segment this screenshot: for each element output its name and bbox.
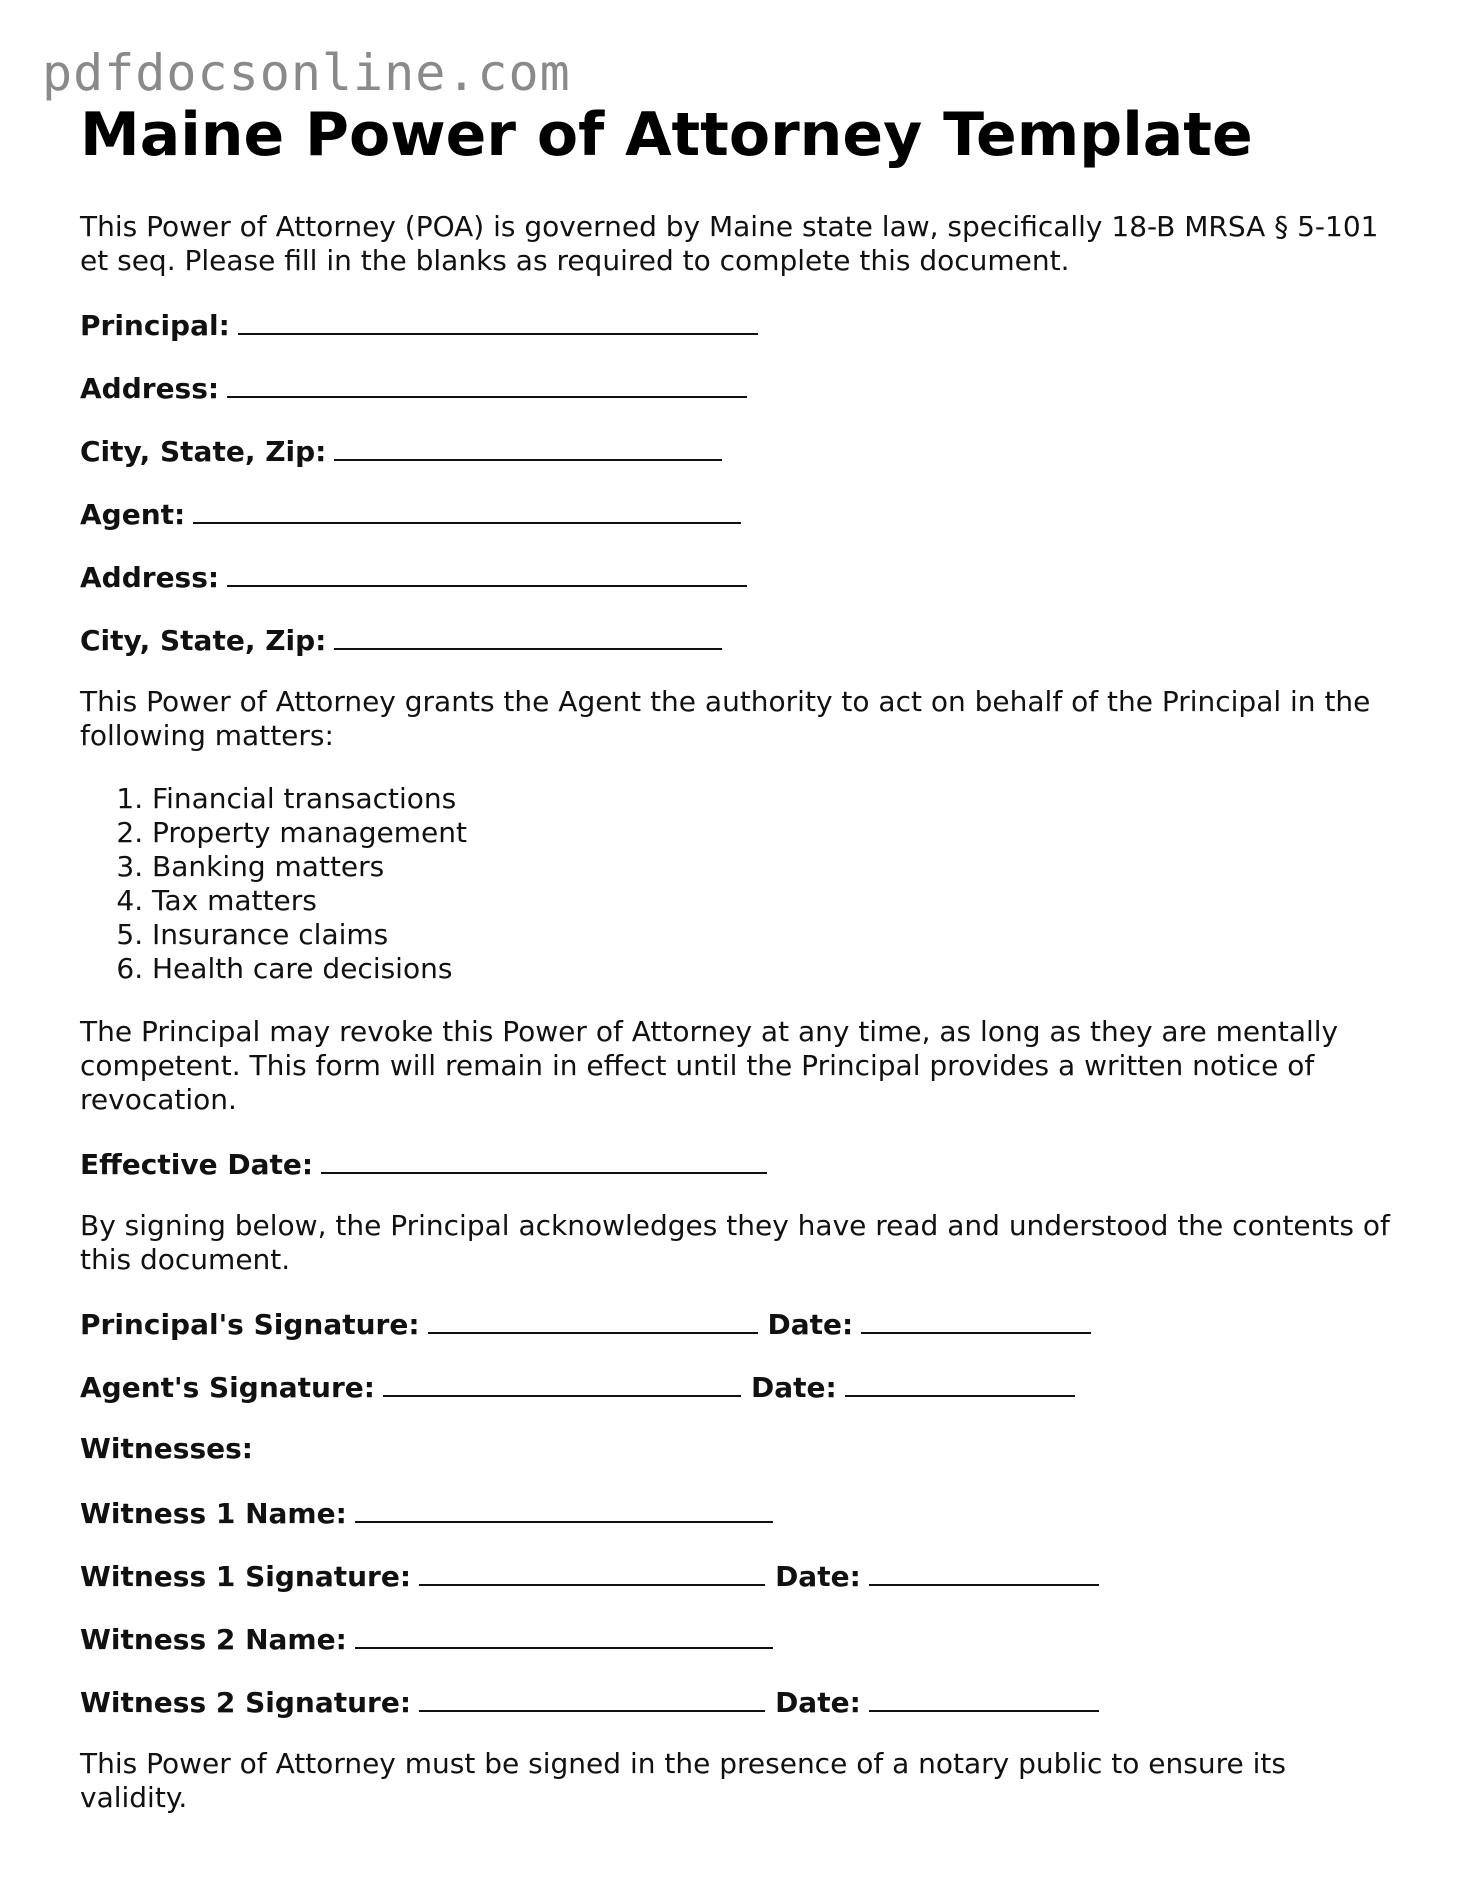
witness1-date-label: Date: <box>775 1560 861 1593</box>
list-item: 5. Insurance claims <box>152 918 1390 952</box>
witness2-name-blank[interactable] <box>355 1621 773 1649</box>
principal-date-blank[interactable] <box>861 1306 1091 1334</box>
agent-city-label: City, State, Zip: <box>80 624 327 657</box>
witness2-name-label: Witness 2 Name: <box>80 1623 347 1656</box>
matters-list <box>80 782 1390 986</box>
principal-name-label: Principal: <box>80 309 230 342</box>
agent-address-label: Address: <box>80 561 220 594</box>
effective-date-field <box>80 1146 1390 1180</box>
acknowledgment-paragraph: By signing below, the Principal acknowledges they have read and understood the contents of this document. <box>80 1209 1390 1276</box>
revocation-paragraph: The Principal may revoke this Power of Attorney at any time, as long as they are mentally competent. This form will remain in effect until the Principal provides a written notice of revocation. <box>80 1015 1339 1116</box>
agent-signature-label: Agent's Signature: <box>80 1371 375 1404</box>
witnesses-heading: Witnesses: <box>80 1432 253 1465</box>
effective-date-blank[interactable] <box>321 1146 767 1174</box>
witness2-signature-blank[interactable] <box>419 1684 765 1712</box>
witness1-name-label: Witness 1 Name: <box>80 1497 347 1530</box>
authority-paragraph: This Power of Attorney grants the Agent the authority to act on behalf of the Principal in the following matters: <box>80 685 1371 752</box>
notary-paragraph: This Power of Attorney must be signed in the presence of a notary public to ensure its validity. <box>80 1747 1286 1814</box>
principal-signature-blank[interactable] <box>428 1306 758 1334</box>
principal-address-blank[interactable] <box>227 370 747 398</box>
document-body <box>80 210 1390 1844</box>
principal-signature-field <box>80 1306 1390 1340</box>
witness2-date-label: Date: <box>775 1686 861 1719</box>
list-item: 3. Banking matters <box>152 850 1390 884</box>
intro-paragraph: This Power of Attorney (POA) is governed by Maine state law, specifically 18-B MRSA § 5-101 et seq. Please fill in the blanks as required to complete this document. <box>80 210 1379 277</box>
agent-date-label: Date: <box>750 1371 837 1404</box>
principal-name-field <box>80 307 1390 341</box>
witness2-signature-field <box>80 1684 1390 1718</box>
agent-name-field <box>80 496 1390 530</box>
witness1-signature-field <box>80 1558 1390 1592</box>
page-title: Maine Power of Attorney Template <box>80 100 1253 170</box>
agent-address-field <box>80 559 1390 593</box>
witness1-name-blank[interactable] <box>355 1495 773 1523</box>
witness1-signature-label: Witness 1 Signature: <box>80 1560 412 1593</box>
principal-address-field <box>80 370 1390 404</box>
witness2-signature-label: Witness 2 Signature: <box>80 1686 412 1719</box>
agent-date-blank[interactable] <box>845 1369 1075 1397</box>
principal-city-blank[interactable] <box>334 433 722 461</box>
agent-address-blank[interactable] <box>227 559 747 587</box>
principal-address-label: Address: <box>80 372 220 405</box>
principal-city-label: City, State, Zip: <box>80 435 327 468</box>
witness1-signature-blank[interactable] <box>419 1558 765 1586</box>
watermark-text: pdfdocsonline.com <box>42 44 571 102</box>
list-item: 1. Financial transactions <box>152 782 1390 816</box>
agent-name-label: Agent: <box>80 498 186 531</box>
principal-name-blank[interactable] <box>238 307 758 335</box>
agent-city-blank[interactable] <box>334 622 722 650</box>
witness2-date-blank[interactable] <box>869 1684 1099 1712</box>
list-item: 6. Health care decisions <box>152 952 1390 986</box>
list-item: 4. Tax matters <box>152 884 1390 918</box>
witness2-name-field <box>80 1621 1390 1655</box>
list-item: 2. Property management <box>152 816 1390 850</box>
effective-date-label: Effective Date: <box>80 1148 314 1181</box>
witness1-name-field <box>80 1495 1390 1529</box>
principal-city-field <box>80 433 1390 467</box>
agent-signature-field <box>80 1369 1390 1403</box>
agent-signature-blank[interactable] <box>383 1369 741 1397</box>
principal-date-label: Date: <box>767 1308 854 1341</box>
witness1-date-blank[interactable] <box>869 1558 1099 1586</box>
principal-signature-label: Principal's Signature: <box>80 1308 420 1341</box>
agent-name-blank[interactable] <box>193 496 741 524</box>
agent-city-field <box>80 622 1390 656</box>
